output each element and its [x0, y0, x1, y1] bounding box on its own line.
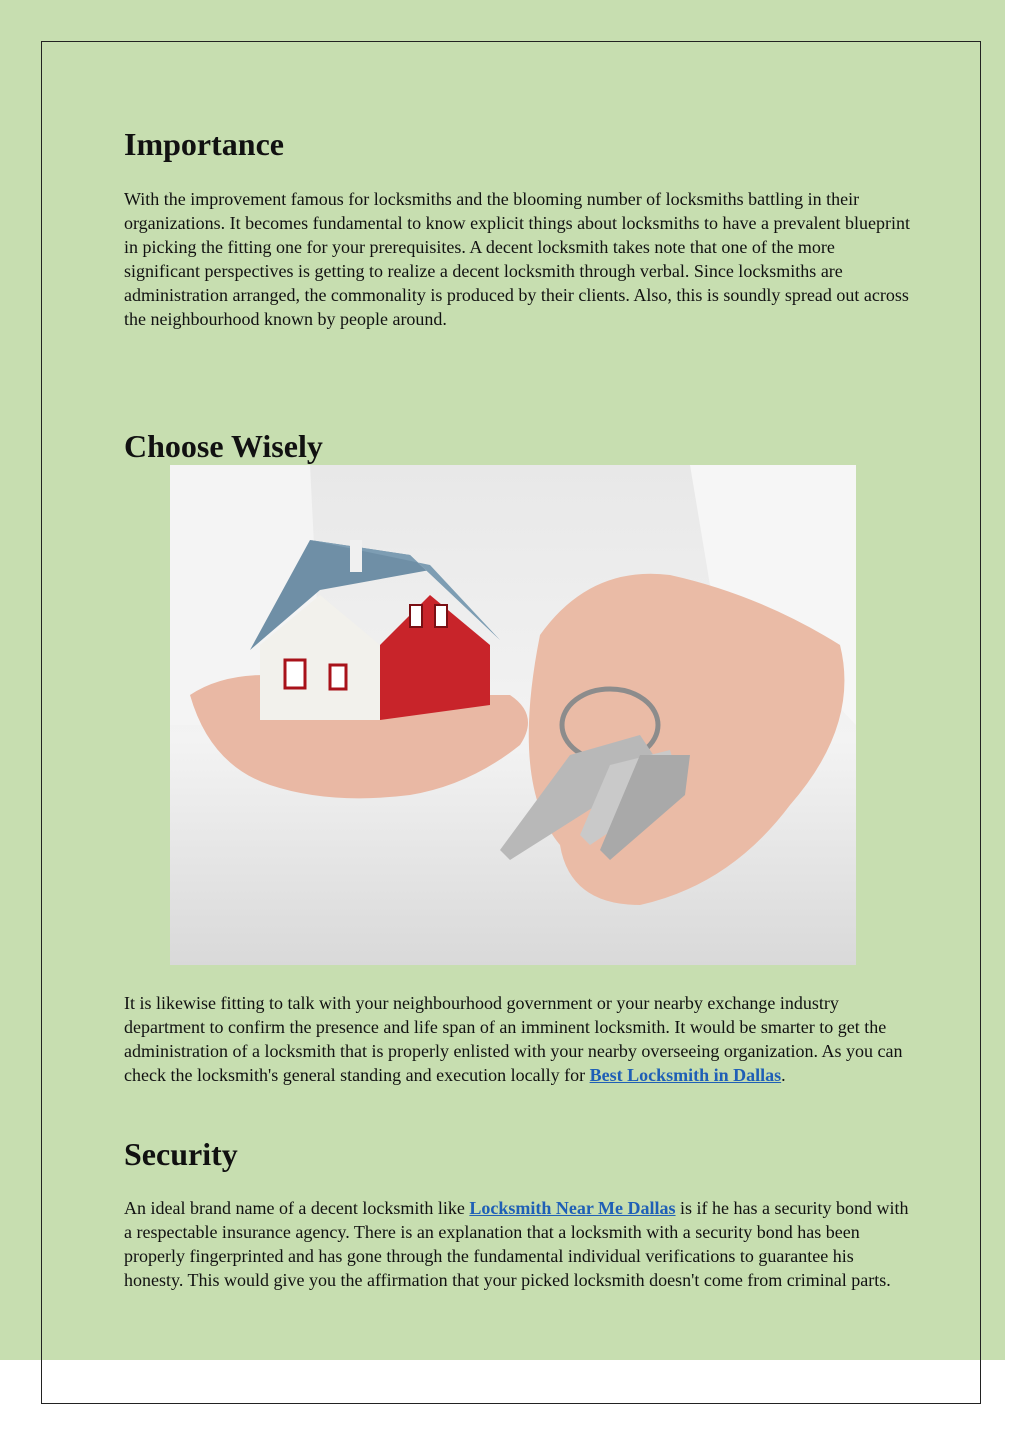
right-hand: [529, 574, 845, 905]
house-window-1: [285, 660, 305, 688]
paragraph-security: [124, 1196, 914, 1292]
house-window-2: [330, 665, 346, 689]
heading-choose-wisely: Choose Wisely: [124, 428, 323, 464]
paragraph-importance: With the improvement famous for locksmiths and the blooming number of locksmiths battling in their organizations. It becomes fundamental to know explicit things about locksmiths to have a prevalent blueprint in picking the fitting one for your prerequisites. A decent locksmith takes note that one of the more significant perspectives is getting to realize a decent locksmith through verbal. Since locksmiths are administration arranged, the commonality is produced by their clients. Also, this is soundly spread out across the neighbourhood known by people around.: [124, 189, 910, 329]
paragraph-security-text: is if he has a security bond with a respectable insurance agency. There is an explanation that a locksmith with a security bond has been properly fingerprinted and has gone through the fundamental individual verifications to guarantee his honesty. This would give you the affirmation that your picked locksmith doesn't come from criminal parts.: [124, 1198, 909, 1290]
paragraph-choose-text: It is likewise fitting to talk with your neighbourhood government or your nearby exchange industry department to confirm the presence and life span of an imminent locksmith. It would be smarter to get the administration of a locksmith that is properly enlisted with your nearby overseeing organization. As you can check the locksmith's general standing and execution locally for: [124, 993, 903, 1085]
house-window-4: [435, 605, 447, 627]
locksmith-near-me-dallas-link[interactable]: Locksmith Near Me Dallas: [469, 1198, 676, 1218]
paragraph-security-start: An ideal brand name of a decent locksmith like: [124, 1198, 470, 1218]
house-and-keys-illustration: [170, 465, 856, 965]
house-window-3: [410, 605, 422, 627]
heading-security: Security: [124, 1136, 238, 1172]
heading-importance: Importance: [124, 126, 284, 162]
house-chimney: [350, 540, 362, 572]
paragraph-choose-wisely: [124, 991, 914, 1087]
paragraph-choose-end: .: [781, 1065, 786, 1085]
best-locksmith-dallas-link[interactable]: Best Locksmith in Dallas: [589, 1065, 782, 1085]
house-and-keys-photo: [170, 465, 856, 965]
